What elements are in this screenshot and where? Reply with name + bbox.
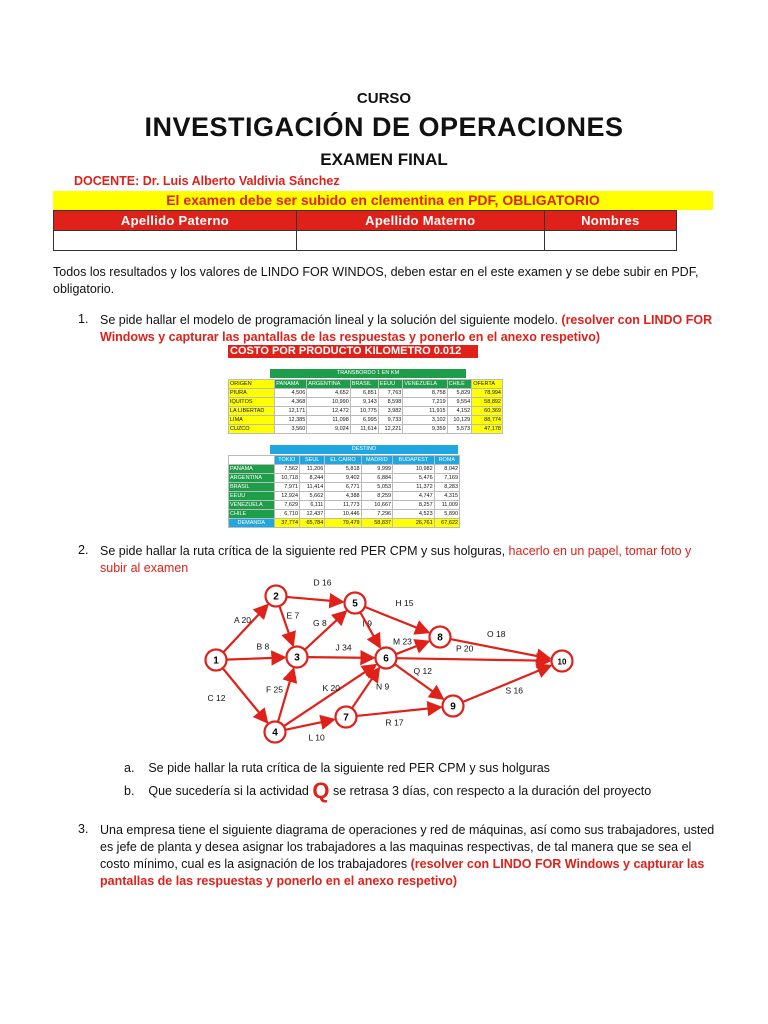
question-1-text: Se pide hallar el modelo de programación lineal y la solución del siguiente modelo. (100, 313, 558, 327)
destino-table (228, 455, 460, 528)
sheet-row (229, 425, 503, 434)
sheet-row (229, 389, 503, 398)
sheet-header-cell: ARGENTINA (307, 380, 351, 389)
question-1-number: 1. (78, 312, 89, 326)
sheet-cell: 5,662 (300, 492, 325, 501)
sub-question-a-letter: a. (124, 761, 135, 775)
sheet-cell: 8,758 (403, 389, 447, 398)
sheet-cell: 4,523 (393, 510, 435, 519)
sheet-cell: 4,506 (275, 389, 307, 398)
network-node-5 (345, 593, 366, 614)
sheet-cell: 10,129 (447, 416, 472, 425)
transbordo-table (228, 379, 503, 434)
activity-label: P 20 (456, 643, 474, 654)
activity-label: M 23 (393, 636, 412, 647)
sheet-cell: 6,995 (350, 416, 378, 425)
activity-arrow-3-6 (307, 657, 373, 658)
activity-arrow-6-10 (396, 658, 549, 661)
question-1-instruction: (resolver con LINDO FOR Windows y capturar las pantallas de las respuestas y ponerlo en el anexo respetivo) (100, 313, 713, 344)
transbordo-label: TRANSBORDO 1 EN KM (270, 369, 466, 378)
sub-question-b-letter: b. (124, 784, 135, 798)
sheet-cell: 47,178 (472, 425, 503, 434)
apellido-materno-field[interactable] (296, 231, 544, 251)
activity-arrow-1-3 (226, 657, 284, 659)
activity-arrow-4-3 (278, 669, 294, 722)
sheet-cell: 8,598 (378, 398, 403, 407)
sheet-row (229, 465, 460, 474)
sheet-cell: 11,614 (350, 425, 378, 434)
sheet-header-cell: VENEZUELA (403, 380, 447, 389)
sheet-cell: 5,573 (447, 425, 472, 434)
network-node-2 (266, 586, 287, 607)
sheet-cell: 8,259 (361, 492, 392, 501)
teacher-name: DOCENTE: Dr. Luis Alberto Valdivia Sánchez (74, 174, 340, 188)
sub-question-b-text-after: se retrasa 3 días, con respecto a la duración del proyecto (332, 784, 652, 798)
sheet-cell: 3,560 (275, 425, 307, 434)
sheet-row (229, 474, 460, 483)
sheet-cell: 37,774 (274, 519, 300, 528)
sheet-cell: 60,369 (472, 407, 503, 416)
sheet-cell: 9,733 (378, 416, 403, 425)
activity-label: N 9 (376, 681, 390, 692)
sheet-header-cell: TOKIO (274, 456, 300, 465)
sheet-cell: 5,890 (434, 510, 459, 519)
upload-warning-banner: El examen debe ser subido en clementina en PDF, OBLIGATORIO (53, 191, 713, 210)
cpm-network-diagram (190, 572, 590, 752)
network-node-4 (265, 722, 286, 743)
node-number: 9 (450, 701, 456, 713)
exam-title: EXAMEN FINAL (320, 150, 448, 169)
sheet-cell: EEUU (229, 492, 275, 501)
sheet-cell: 5,053 (361, 483, 392, 492)
sheet-cell: 88,774 (472, 416, 503, 425)
activity-arrow-5-8 (362, 607, 429, 632)
activity-label: F 25 (266, 684, 284, 695)
sheet-header-cell: EL CAIRO (325, 456, 361, 465)
activity-label: D 16 (313, 577, 332, 588)
sheet-cell: 7,629 (274, 501, 300, 510)
sheet-cell: 6,111 (300, 501, 325, 510)
sheet-cell: 5,818 (325, 465, 361, 474)
sheet-header-cell: BUDAPEST (393, 456, 435, 465)
sheet-header-cell: EEUU (378, 380, 403, 389)
sheet-cell: 11,098 (307, 416, 351, 425)
sheet-title: COSTO POR PRODUCTO KILOMETRO 0.012 SOLES (228, 345, 478, 358)
sheet-cell: 12,385 (275, 416, 307, 425)
sheet-cell: 58,837 (361, 519, 392, 528)
sheet-cell: 12,924 (274, 492, 300, 501)
question-3-number: 3. (78, 822, 89, 836)
sheet-cell: 8,244 (300, 474, 325, 483)
node-number: 6 (383, 653, 389, 665)
question-2-instruction: hacerlo en un papel, tomar foto y subir al examen (100, 544, 692, 575)
sheet-row (229, 519, 460, 528)
sheet-cell: CHILE (229, 510, 275, 519)
sheet-cell: 10,667 (361, 501, 392, 510)
sheet-header-cell: MADRID (361, 456, 392, 465)
sheet-cell: 4,315 (434, 492, 459, 501)
course-label: CURSO (356, 90, 412, 107)
activity-arrow-7-9 (356, 707, 440, 716)
sheet-cell: 8,257 (393, 501, 435, 510)
activity-label: J 34 (335, 642, 352, 653)
sheet-cell: 79,479 (325, 519, 361, 528)
sheet-cell: LIMA (229, 416, 275, 425)
page-title: INVESTIGACIÓN DE OPERACIONES (144, 112, 624, 142)
activity-label: I 9 (362, 618, 372, 629)
activity-label: C 12 (207, 693, 226, 703)
sheet-cell: 8,283 (434, 483, 459, 492)
header-apellido-materno: Apellido Materno (296, 211, 544, 231)
sheet-cell: 9,999 (361, 465, 392, 474)
sheet-cell: 9,359 (403, 425, 447, 434)
activity-label: B 8 (256, 641, 270, 652)
sheet-cell: 7,219 (403, 398, 447, 407)
sheet-header-cell: OFERTA (472, 380, 503, 389)
destino-label: DESTINO (270, 445, 458, 454)
network-node-6 (376, 648, 397, 669)
sub-question-b-text-before: Que sucedería si la actividad (148, 784, 309, 798)
sheet-cell: 67,622 (434, 519, 459, 528)
sheet-cell: 3,982 (378, 407, 403, 416)
sheet-cell: 12,221 (378, 425, 403, 434)
activity-label: G 8 (313, 618, 327, 628)
activity-label: L 10 (308, 732, 325, 743)
node-number: 8 (437, 632, 443, 644)
sub-question-a (124, 760, 550, 777)
sub-question-a-text: Se pide hallar la ruta crítica de la siguiente red PER CPM y sus holguras (148, 761, 550, 775)
activity-label: S 16 (505, 685, 523, 696)
sheet-cell: 7,562 (274, 465, 300, 474)
header-nombres: Nombres (544, 211, 676, 231)
sheet-cell: 10,775 (350, 407, 378, 416)
sheet-header-cell: CHILE (447, 380, 472, 389)
sheet-header-cell (229, 456, 275, 465)
sheet-cell: 9,024 (307, 425, 351, 434)
sheet-cell: 6,710 (274, 510, 300, 519)
sheet-cell: 12,437 (300, 510, 325, 519)
activity-label: R 17 (385, 717, 404, 728)
activity-label: K 20 (322, 683, 340, 693)
sheet-cell: 4,368 (275, 398, 307, 407)
node-number: 4 (272, 727, 278, 739)
question-2-text: Se pide hallar la ruta crítica de la siguiente red PER CPM y sus holguras, (100, 544, 506, 558)
question-2-number: 2. (78, 543, 89, 557)
node-number: 5 (352, 598, 358, 610)
apellido-paterno-field[interactable] (54, 231, 297, 251)
sheet-cell: BRASIL (229, 483, 275, 492)
sheet-row (229, 416, 503, 425)
sheet-row (229, 398, 503, 407)
sheet-cell: DEMANDA (229, 519, 275, 528)
sheet-cell: 11,915 (403, 407, 447, 416)
activity-arrow-1-4 (223, 668, 267, 722)
activity-label: E 7 (286, 610, 300, 621)
sheet-cell: 6,771 (325, 483, 361, 492)
sheet-cell: 11,009 (434, 501, 459, 510)
sheet-cell: ARGENTINA (229, 474, 275, 483)
header-apellido-paterno: Apellido Paterno (54, 211, 297, 231)
sheet-cell: 6,884 (361, 474, 392, 483)
sheet-header-cell: ORIGEN (229, 380, 275, 389)
sheet-cell: 7,296 (361, 510, 392, 519)
sheet-cell: 11,414 (300, 483, 325, 492)
sheet-cell: 5,829 (447, 389, 472, 398)
activity-label: Q 12 (413, 666, 432, 676)
sheet-cell: 5,476 (393, 474, 435, 483)
question-3-instruction: (resolver con LINDO FOR Windows y capturar las pantallas de las respuestas y ponerlo en el anexo respetivo) (100, 857, 705, 888)
activity-arrow-9-10 (463, 666, 551, 702)
sheet-cell: 78,994 (472, 389, 503, 398)
sheet-header-cell: ROMA (434, 456, 459, 465)
network-node-9 (443, 696, 464, 717)
sheet-row (229, 510, 460, 519)
sub-question-b (124, 778, 652, 803)
sheet-cell: 9,143 (350, 398, 378, 407)
sheet-cell: LA LIBERTAD (229, 407, 275, 416)
sheet-cell: 4,388 (325, 492, 361, 501)
sheet-cell: 12,472 (307, 407, 351, 416)
cost-spreadsheet-image (228, 345, 550, 535)
sheet-cell: IQUITOS (229, 398, 275, 407)
nombres-field[interactable] (544, 231, 676, 251)
node-number: 10 (557, 657, 567, 667)
sheet-cell: 4,652 (307, 389, 351, 398)
sheet-cell: 6,851 (350, 389, 378, 398)
sheet-row (229, 492, 460, 501)
sheet-header-cell: BRASIL (350, 380, 378, 389)
sheet-header-cell: PANAMA (275, 380, 307, 389)
question-3 (100, 822, 715, 890)
network-node-8 (430, 627, 451, 648)
sheet-cell: PIURA (229, 389, 275, 398)
sheet-row (229, 501, 460, 510)
network-node-7 (336, 707, 357, 728)
network-node-1 (206, 650, 227, 671)
sheet-cell: 7,169 (434, 474, 459, 483)
sheet-cell: 4,152 (447, 407, 472, 416)
sheet-cell: 58,892 (472, 398, 503, 407)
sheet-cell: 10,446 (325, 510, 361, 519)
node-number: 3 (294, 652, 300, 664)
node-number: 2 (273, 591, 279, 603)
sheet-row (229, 407, 503, 416)
activity-arrow-7-6 (352, 668, 379, 708)
sheet-cell: VENEZUELA (229, 501, 275, 510)
sheet-cell: 3,102 (403, 416, 447, 425)
sheet-cell: 26,761 (393, 519, 435, 528)
student-name-table (53, 210, 677, 251)
activity-label: H 15 (395, 598, 414, 608)
question-3-text: Una empresa tiene el siguiente diagrama de operaciones y red de máquinas, así como sus trabajadores, usted es jefe de planta y desea asignar los trabajadores a las maquinas respectivas, de tal manera que se sea el costo mínimo, cual es la asignación de los trabajadores (100, 823, 715, 871)
sheet-cell: 9,554 (447, 398, 472, 407)
sheet-cell: 11,372 (393, 483, 435, 492)
sheet-cell: 11,773 (325, 501, 361, 510)
sheet-cell: 9,402 (325, 474, 361, 483)
sheet-header-cell: SEUL (300, 456, 325, 465)
sheet-row (229, 483, 460, 492)
sheet-cell: 12,171 (275, 407, 307, 416)
sheet-cell: 11,206 (300, 465, 325, 474)
sheet-cell: 65,784 (300, 519, 325, 528)
network-node-3 (287, 647, 308, 668)
activity-q-highlight: Q (312, 778, 330, 803)
activity-label: O 18 (487, 629, 506, 639)
activity-arrow-5-6 (360, 612, 380, 647)
node-number: 1 (213, 655, 219, 667)
sheet-cell: CUZCO (229, 425, 275, 434)
intro-paragraph: Todos los resultados y los valores de LINDO FOR WINDOS, deben estar en el este examen y se debe subir en PDF, obligatorio. (53, 265, 699, 296)
sheet-cell: 10,718 (274, 474, 300, 483)
activity-label: A 20 (234, 615, 252, 625)
sheet-cell: 7,763 (378, 389, 403, 398)
sheet-cell: 7,971 (274, 483, 300, 492)
sheet-cell: PANAMA (229, 465, 275, 474)
node-number: 7 (343, 712, 349, 724)
question-1 (100, 312, 715, 346)
sheet-cell: 10,982 (393, 465, 435, 474)
network-node-10 (552, 651, 573, 672)
activity-arrow-2-5 (286, 597, 342, 602)
sheet-cell: 10,990 (307, 398, 351, 407)
sheet-cell: 8,042 (434, 465, 459, 474)
sheet-cell: 4,747 (393, 492, 435, 501)
